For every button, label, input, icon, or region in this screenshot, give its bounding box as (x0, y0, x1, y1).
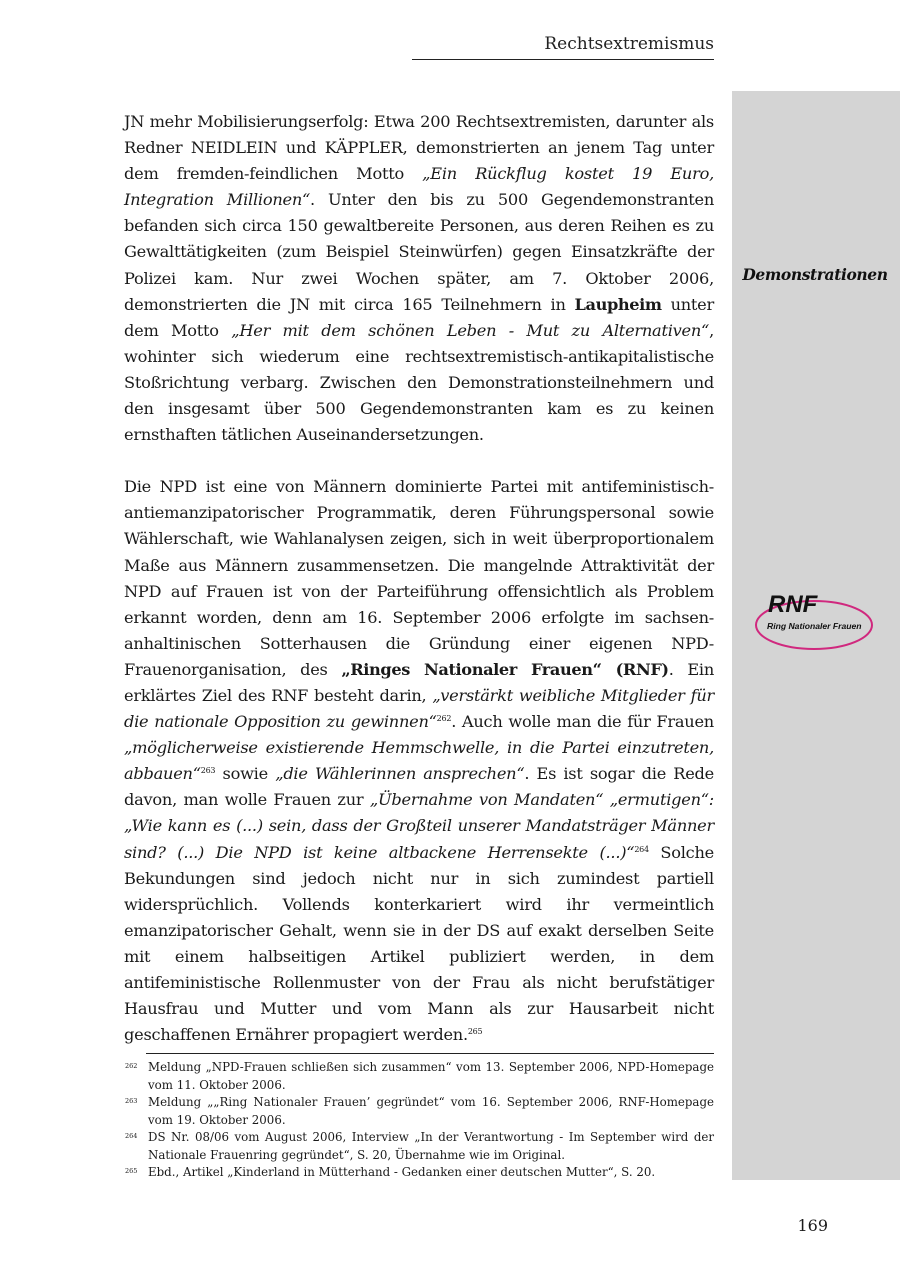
running-header: Rechtsextremismus (544, 34, 714, 54)
rnf-logo-acronym: RNF (768, 591, 818, 618)
footnote-text: Meldung „NPD-Frauen schließen sich zusammen“ vom 13. September 2006, NPD-Homepage vom 11. Oktober 2006. (148, 1060, 714, 1092)
footnote-264 (124, 1129, 714, 1164)
footnote-text: Ebd., Artikel „Kinderland in Mütterhand - Gedanken einer deutschen Mutter“, S. 20. (148, 1165, 656, 1179)
footnote-number: 262 (125, 1062, 138, 1070)
quote: „möglicherweise existierende Hemmschwelle, in die Partei einzutreten, abbauen“ (124, 738, 714, 784)
text-run: . Es ist sogar die Rede davon, man wolle Frauen zur (124, 764, 714, 810)
page-number: 169 (797, 1216, 828, 1235)
text-run: . Ein erklärtes Ziel des RNF besteht darin, (124, 659, 714, 705)
quote: „die Wählerinnen ansprechen“ (275, 764, 525, 784)
text-run: . Auch wolle man die für Frauen (451, 712, 714, 732)
footnote-262 (124, 1059, 714, 1094)
footnote-ref-265[interactable]: 265 (467, 1027, 483, 1037)
footnote-ref-263[interactable]: 263 (200, 766, 216, 776)
rnf-logo-subtitle: Ring Nationaler Frauen (767, 621, 862, 631)
quote: „verstärkt weibliche Mitglieder für die nationale Opposition zu gewinnen“ (124, 685, 714, 732)
footnote-text: Meldung „„Ring Nationaler Frauen’ gegründet“ vom 16. September 2006, RNF-Homepage vom 19. Oktober 2006. (148, 1095, 714, 1127)
place-laupheim: Laupheim (574, 294, 662, 314)
text-run: unter dem Motto (124, 294, 714, 340)
footnote-number: 265 (125, 1167, 138, 1175)
quote-motto-1: „Ein Rückflug kostet 19 Euro, Integration Millionen“ (124, 164, 714, 210)
text-run: Die NPD ist eine von Männern dominierte Partei mit antifeministisch-antiemanzipatorischer Programmatik, deren Führungspersonal sowie Wählerschaft, wie Wahlanalysen zeigen, sich in weit überproportionalem Maße aus Männern zusammensetzen. Die mangelnde Attraktivität der NPD auf Frauen ist von der Parteiführung offensichtlich als Problem erkannt worden, denn am 16. September 2006 erfolgte im sachsen-anhaltinischen Sotterhausen die Gründung einer eigenen NPD-Frauenorganisation, des (124, 477, 714, 679)
text-run: , wohinter sich wiederum eine rechtsextremistisch-antikapitalistische Stoßrichtung verbarg. Zwischen den Demonstrationsteilnehmern und den insgesamt über 500 Gegendemonstranten kam es zu keinen ernsthaften tätlichen Auseinandersetzungen. (124, 320, 714, 445)
footnote-ref-262[interactable]: 262 (436, 714, 452, 724)
footnote-number: 263 (125, 1097, 138, 1105)
body-text (124, 109, 714, 1048)
footnote-text: DS Nr. 08/06 vom August 2006, Interview „In der Verantwortung - Im September wird der Nationale Frauenring gegründet“, S. 20, Übernahme wie im Original. (148, 1130, 714, 1162)
footnote-ref-264[interactable]: 264 (634, 844, 649, 854)
footnote-263 (124, 1094, 714, 1129)
quote-motto-2: „Her mit dem schönen Leben - Mut zu Alternativen“ (231, 320, 710, 340)
header-rule (412, 59, 714, 60)
paragraph-2 (124, 474, 714, 1048)
margin-note-demonstrationen: Demonstrationen (742, 265, 888, 284)
footnote-number: 264 (125, 1132, 138, 1140)
footnote-265 (124, 1164, 714, 1182)
footnotes (124, 1059, 714, 1182)
org-rnf-name: „Ringes Nationaler Frauen“ (RNF) (341, 659, 669, 679)
text-run: JN mehr Mobilisierungserfolg: Etwa 200 Rechtsextremisten, darunter als Redner NEIDLEIN und KÄPPLER, demonstrierten an jenem Tag unter dem fremden-feindlichen Motto (124, 112, 714, 184)
text-run: sowie (215, 764, 276, 784)
rnf-logo (752, 588, 876, 654)
paragraph-1 (124, 109, 714, 448)
footnote-rule (146, 1053, 714, 1054)
text-run: Solche Bekundungen sind jedoch nicht nur in sich zumindest partiell widersprüchlich. Vollends konterkariert wird ihr vermeintlich emanzipatorischer Gehalt, wenn sie in der DS auf exakt derselben Seite mit einem halbseitigen Artikel publiziert werden, in dem antifeministische Rollenmuster von der Frau als nicht berufstätiger Hausfrau und Mutter und vom Mann als zur Hausarbeit nicht geschaffenen Ernährer propagiert werden. (124, 842, 715, 1045)
quote: „Übernahme von Mandaten“ „ermutigen“: „Wie kann es (...) sein, dass der Großteil unserer Mandatsträger Männer sind? (...) Die NPD ist keine altbackene Herrensekte (...)“ (124, 790, 714, 862)
text-run: . Unter den bis zu 500 Gegendemonstranten befanden sich circa 150 gewaltbereite Personen, aus deren Reihen es zu Gewalttätigkeiten (zum Beispiel Steinwürfen) gegen Einsatzkräfte der Polizei kam. Nur zwei Wochen später, am 7. Oktober 2006, demonstrierten die JN mit circa 165 Teilnehmern in (124, 190, 715, 314)
